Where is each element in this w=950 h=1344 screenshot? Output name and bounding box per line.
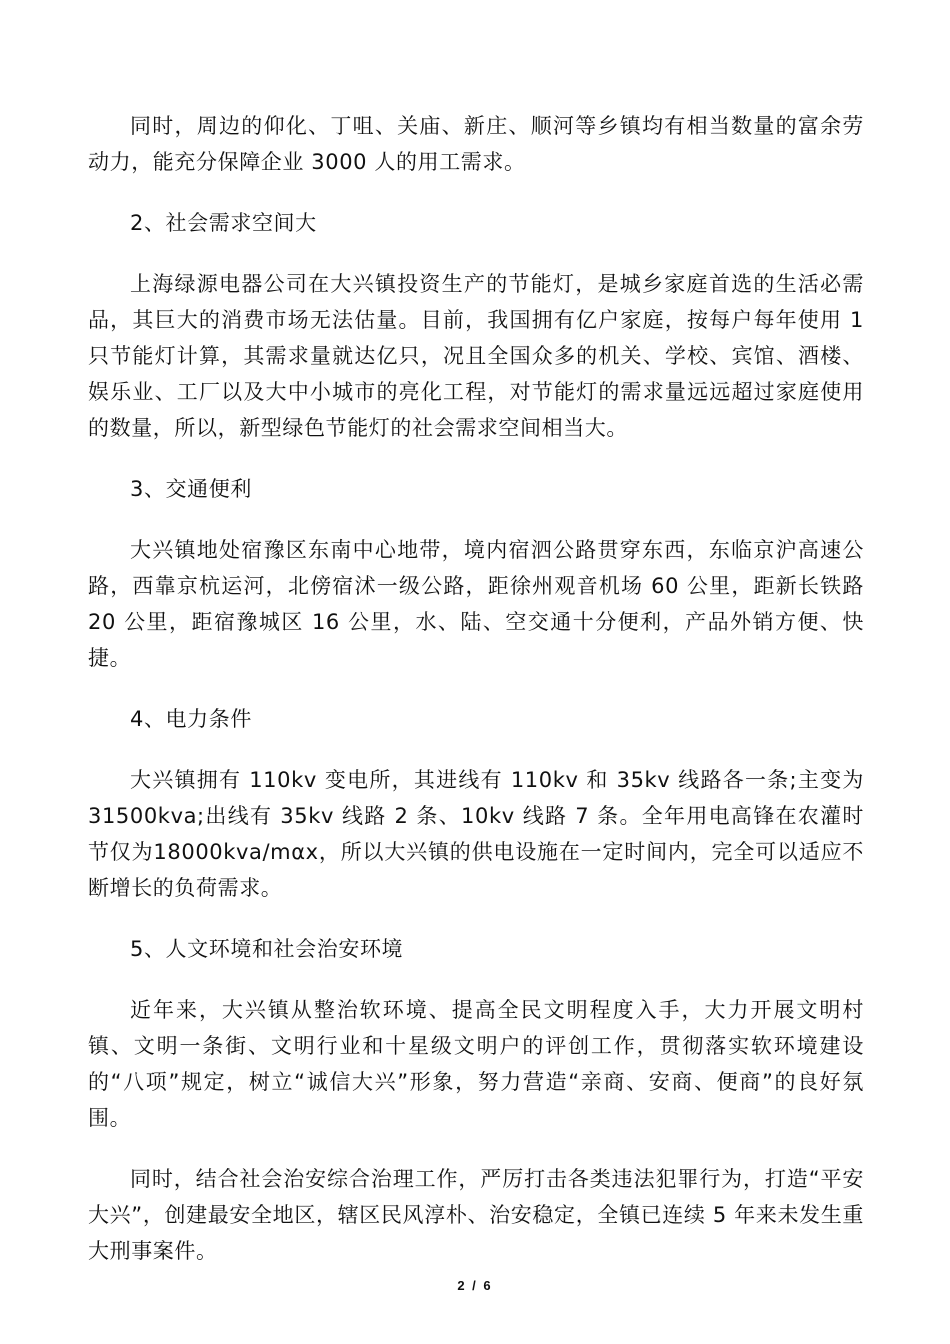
page-number: 2 / 6 [457, 1278, 493, 1293]
paragraph-environment: 近年来，大兴镇从整治软环境、提高全民文明程度入手，大力开展文明村镇、文明一条街、文明行业和十星级文明户的评创工作，贯彻落实软环境建设的“八项”规定，树立“诚信大兴”形象，努力营造“亲商、安商、便商”的良好氛围。 [88, 998, 864, 1130]
heading-power: 4、电力条件 [130, 707, 252, 731]
heading-environment: 5、人文环境和社会治安环境 [130, 937, 404, 961]
paragraph-power: 大兴镇拥有 110kv 变电所，其进线有 110kv 和 35kv 线路各一条;主变为31500kva;出线有 35kv 线路 2 条、10kv 线路 7 条。全年用电高锋在农灌时节仅为18000kva/mαx，所以大兴镇的供电设施在一定时间内，完全可以适应不断增长的负荷需求。 [88, 768, 864, 900]
paragraph-security: 同时，结合社会治安综合治理工作，严厉打击各类违法犯罪行为，打造“平安大兴”，创建最安全地区，辖区民风淳朴、治安稳定，全镇已连续 5 年来未发生重大刑事案件。 [88, 1167, 864, 1263]
document-body [88, 108, 864, 1294]
heading-social-demand: 2、社会需求空间大 [130, 211, 317, 235]
paragraph-transport: 大兴镇地处宿豫区东南中心地带，境内宿泗公路贯穿东西，东临京沪高速公路，西靠京杭运河，北傍宿沭一级公路，距徐州观音机场 60 公里，距新长铁路 20 公里，距宿豫城区 16 公里，水、陆、空交通十分便利，产品外销方便、快捷。 [88, 538, 864, 670]
heading-transport: 3、交通便利 [130, 477, 252, 501]
paragraph-labor: 同时，周边的仰化、丁咀、关庙、新庄、顺河等乡镇均有相当数量的富余劳动力，能充分保障企业 3000 人的用工需求。 [88, 114, 864, 174]
paragraph-social-demand: 上海绿源电器公司在大兴镇投资生产的节能灯，是城乡家庭首选的生活必需品，其巨大的消费市场无法估量。目前，我国拥有亿户家庭，按每户每年使用 1 只节能灯计算，其需求量就达亿只，况且全国众多的机关、学校、宾馆、酒楼、娱乐业、工厂以及大中小城市的亮化工程，对节能灯的需求量远远超过家庭使用的数量，所以，新型绿色节能灯的社会需求空间相当大。 [88, 272, 864, 440]
